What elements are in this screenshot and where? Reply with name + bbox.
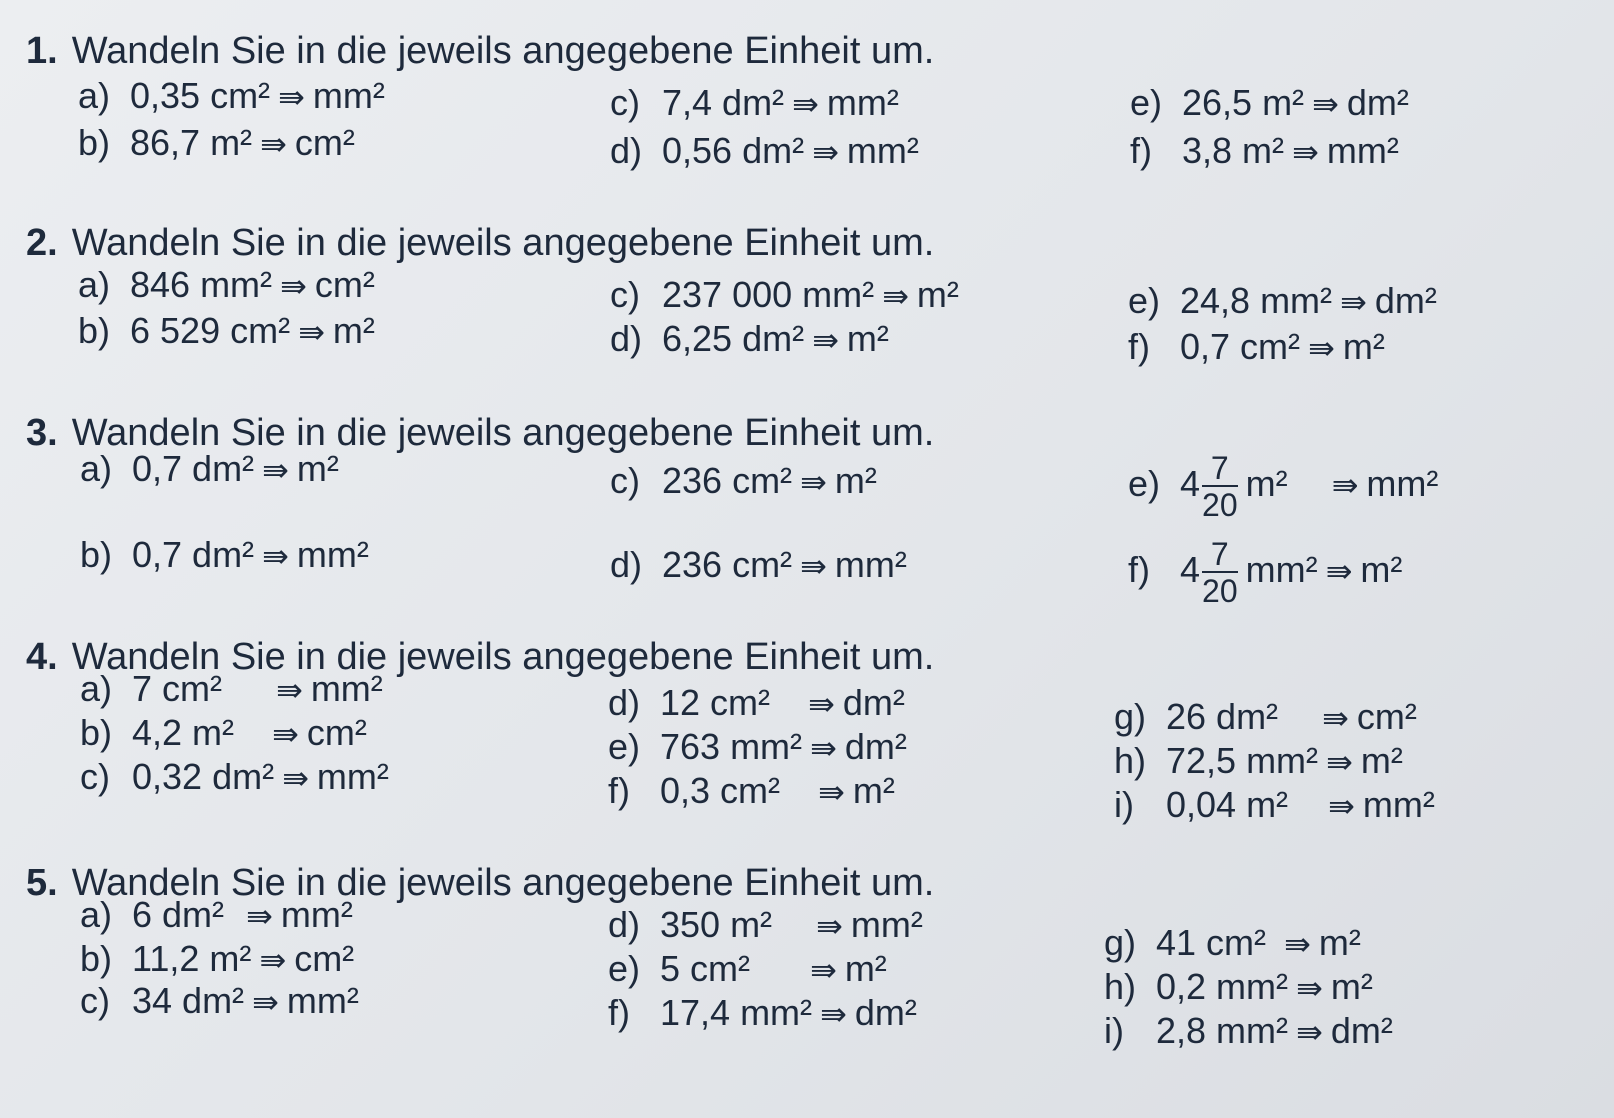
item-source: 6 529 cm² [130,310,291,351]
convert-arrow-icon: ⇛ [1292,134,1319,170]
item-label: a) [80,894,113,935]
item-target: mm² [834,544,907,585]
item-label: e) [1128,463,1161,505]
item-source: 24,8 mm² [1180,280,1333,321]
item-target: mm² [826,82,899,123]
exercise-item [80,756,389,798]
item-source: 12 cm² [660,682,771,723]
task-instruction: Wandeln Sie in die jeweils angegebene Einheit um. [71,222,935,264]
fraction [1202,452,1238,521]
item-target: mm² [280,894,353,935]
exercise-item [80,894,353,936]
item-label: d) [610,544,643,585]
item-source: 236 cm² [662,544,793,585]
item-label: c) [610,460,640,501]
item-target: dm² [1330,1010,1393,1051]
fraction-denominator: 20 [1202,487,1238,523]
item-label: c) [80,756,110,797]
exercise-item [78,75,385,117]
item-source: 2,8 mm² [1156,1010,1289,1051]
item-target: dm² [854,992,917,1033]
item-source: 237 000 mm² [662,274,875,315]
task-number: 2. [26,222,58,264]
exercise-item [1114,740,1403,782]
item-target: cm² [294,938,355,979]
item-source: 72,5 mm² [1166,740,1319,781]
exercise-item [1128,326,1385,368]
exercise-item [610,274,959,316]
fraction-numerator: 7 [1202,538,1238,573]
convert-arrow-icon: ⇛ [272,716,299,752]
item-target: dm² [844,726,907,767]
convert-arrow-icon: ⇛ [810,730,837,766]
item-target: m² [846,318,889,359]
item-label: d) [608,904,641,945]
exercise-item [78,122,355,164]
item-label: f) [1128,326,1150,367]
item-source: 4,2 m² [132,712,235,753]
item-source: 236 cm² [662,460,793,501]
exercise-item [80,534,369,576]
item-source: 6,25 dm² [662,318,805,359]
item-label: c) [610,82,640,123]
convert-arrow-icon: ⇛ [260,126,287,162]
item-label: f) [1128,549,1150,591]
convert-arrow-icon: ⇛ [259,942,287,978]
item-target: mm² [286,980,359,1021]
convert-arrow-icon: ⇛ [298,314,325,350]
convert-arrow-icon: ⇛ [1296,970,1323,1006]
item-label: b) [80,938,113,979]
convert-arrow-icon: ⇛ [1284,926,1311,962]
convert-arrow-icon: ⇛ [812,134,839,170]
item-unit: m² [1245,463,1288,505]
item-label: g) [1114,696,1147,737]
item-label: c) [610,274,640,315]
item-target: m² [1318,922,1361,963]
item-label: e) [608,948,641,989]
item-source: 0,56 dm² [662,130,805,171]
convert-arrow-icon: ⇛ [252,984,279,1020]
item-source: 0,32 dm² [132,756,275,797]
exercise-item [80,938,354,980]
convert-arrow-icon: ⇛ [262,538,289,574]
item-target: m² [1342,326,1385,367]
exercise-item [610,318,889,360]
item-target: mm² [312,75,385,116]
item-source: 11,2 m² [132,938,252,979]
item-source: 0,7 dm² [132,448,255,489]
item-source: 846 mm² [130,264,273,305]
exercise-item [1130,82,1409,124]
exercise-item [80,668,383,710]
item-source: 41 cm² [1156,922,1267,963]
item-unit: mm² [1245,549,1318,591]
item-source: 17,4 mm² [660,992,813,1033]
convert-arrow-icon: ⇛ [282,760,309,796]
item-target: dm² [1346,82,1409,123]
item-label: h) [1104,966,1137,1007]
item-source: 0,35 cm² [130,75,271,116]
item-target: dm² [1374,280,1437,321]
exercise-item [608,948,887,990]
exercise-item [80,712,367,754]
item-source: 7 cm² [132,668,222,709]
convert-arrow-icon: ⇛ [808,686,835,722]
exercise-item-fraction [1128,452,1438,521]
item-label: d) [610,318,643,359]
item-source: 0,7 dm² [132,534,255,575]
convert-arrow-icon: ⇛ [1322,700,1349,736]
item-target: cm² [306,712,367,753]
item-label: f) [1130,130,1152,171]
exercise-item [610,82,899,124]
item-label: d) [608,682,641,723]
exercise-item [1130,130,1399,172]
convert-arrow-icon: ⇛ [1331,467,1359,504]
convert-arrow-icon: ⇛ [812,322,839,358]
convert-arrow-icon: ⇛ [276,672,303,708]
mixed-number-whole: 4 [1180,549,1201,591]
convert-arrow-icon: ⇛ [246,898,273,934]
item-label: g) [1104,922,1137,963]
convert-arrow-icon: ⇛ [1328,788,1355,824]
item-label: b) [78,122,111,163]
item-label: a) [78,264,111,305]
item-target: m² [834,460,877,501]
item-target: mm² [1366,463,1439,505]
item-label: d) [610,130,643,171]
item-target: m² [844,948,887,989]
task-heading [26,222,934,265]
task-heading [26,30,934,73]
item-target: m² [332,310,375,351]
item-label: f) [608,992,630,1033]
convert-arrow-icon: ⇛ [882,278,909,314]
task-instruction: Wandeln Sie in die jeweils angegebene Einheit um. [71,636,935,678]
exercise-item [608,992,917,1034]
exercise-item [610,460,877,502]
convert-arrow-icon: ⇛ [280,268,307,304]
exercise-item [608,682,905,724]
exercise-item [80,448,339,490]
exercise-item [80,980,359,1022]
item-target: m² [296,448,339,489]
item-target: dm² [842,682,905,723]
item-source: 7,4 dm² [662,82,785,123]
task-number: 1. [26,30,58,72]
item-source: 3,8 m² [1182,130,1285,171]
item-target: mm² [1326,130,1399,171]
item-target: mm² [296,534,369,575]
item-label: i) [1104,1010,1124,1051]
item-label: b) [78,310,111,351]
item-label: i) [1114,784,1134,825]
item-target: m² [852,770,895,811]
item-source: 763 mm² [660,726,803,767]
exercise-item [1114,696,1417,738]
task-instruction: Wandeln Sie in die jeweils angegebene Einheit um. [71,862,935,904]
convert-arrow-icon: ⇛ [1325,553,1353,590]
fraction-numerator: 7 [1202,452,1238,487]
item-target: m² [1360,549,1403,591]
convert-arrow-icon: ⇛ [816,908,843,944]
item-target: mm² [316,756,389,797]
exercise-item [1104,966,1373,1008]
item-target: mm² [310,668,383,709]
convert-arrow-icon: ⇛ [278,79,305,115]
exercise-item [610,130,919,172]
exercise-item [1128,280,1437,322]
task-number: 3. [26,412,58,454]
convert-arrow-icon: ⇛ [262,452,289,488]
item-source: 0,7 cm² [1180,326,1301,367]
item-source: 26 dm² [1166,696,1279,737]
exercise-item [78,310,375,352]
convert-arrow-icon: ⇛ [792,86,819,122]
exercise-item-fraction [1128,538,1402,607]
convert-arrow-icon: ⇛ [800,548,827,584]
item-label: e) [608,726,641,767]
item-source: 34 dm² [132,980,245,1021]
convert-arrow-icon: ⇛ [820,996,847,1032]
item-source: 86,7 m² [130,122,253,163]
exercise-item [1114,784,1435,826]
exercise-item [1104,922,1361,964]
exercise-item [608,770,895,812]
exercise-item [608,726,907,768]
exercise-item [610,544,907,586]
item-source: 26,5 m² [1182,82,1305,123]
item-label: a) [80,668,113,709]
item-target: cm² [294,122,355,163]
item-source: 6 dm² [132,894,225,935]
item-target: m² [1330,966,1373,1007]
item-label: f) [608,770,630,811]
item-target: cm² [1356,696,1417,737]
item-label: b) [80,712,113,753]
fraction-denominator: 20 [1202,573,1238,609]
item-source: 0,2 mm² [1156,966,1289,1007]
convert-arrow-icon: ⇛ [1312,86,1339,122]
mixed-number-whole: 4 [1180,463,1201,505]
convert-arrow-icon: ⇛ [810,952,837,988]
item-target: mm² [850,904,923,945]
convert-arrow-icon: ⇛ [1296,1014,1323,1050]
convert-arrow-icon: ⇛ [1340,284,1367,320]
task-number: 4. [26,636,58,678]
item-label: b) [80,534,113,575]
fraction [1202,538,1238,607]
exercise-item [1104,1010,1393,1052]
item-source: 5 cm² [660,948,750,989]
item-source: 350 m² [660,904,773,945]
item-target: mm² [846,130,919,171]
item-source: 0,3 cm² [660,770,781,811]
convert-arrow-icon: ⇛ [1308,330,1335,366]
task-number: 5. [26,862,58,904]
item-label: h) [1114,740,1147,781]
item-target: m² [916,274,959,315]
exercise-item [608,904,923,946]
convert-arrow-icon: ⇛ [818,774,845,810]
item-label: e) [1130,82,1163,123]
item-label: a) [78,75,111,116]
convert-arrow-icon: ⇛ [1326,744,1353,780]
item-label: c) [80,980,110,1021]
item-source: 0,04 m² [1166,784,1289,825]
convert-arrow-icon: ⇛ [800,464,827,500]
item-target: cm² [314,264,375,305]
item-label: e) [1128,280,1161,321]
exercise-item [78,264,375,306]
task-instruction: Wandeln Sie in die jeweils angegebene Einheit um. [71,30,935,72]
task-instruction: Wandeln Sie in die jeweils angegebene Einheit um. [71,412,935,454]
item-target: mm² [1362,784,1435,825]
item-label: a) [80,448,113,489]
item-target: m² [1360,740,1403,781]
